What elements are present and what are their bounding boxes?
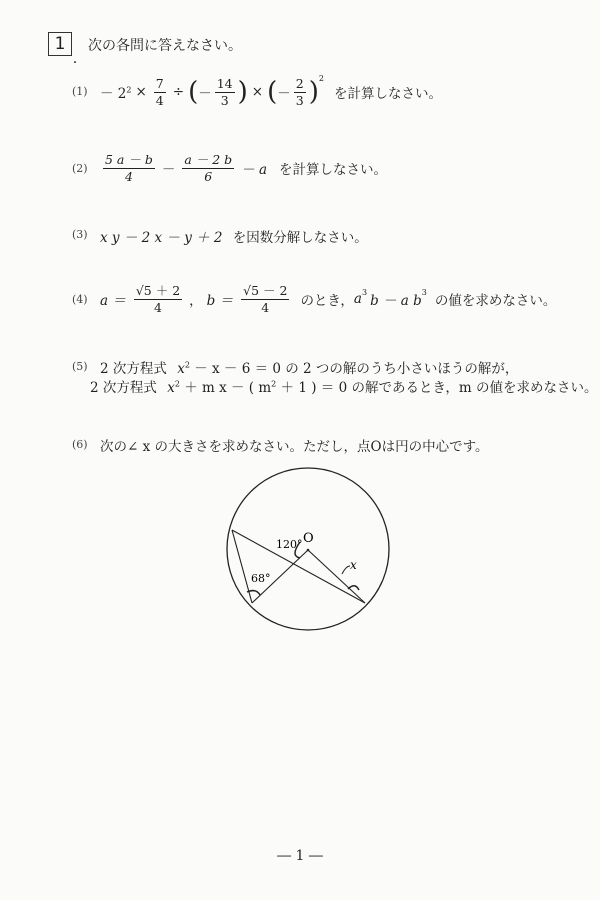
- p2-minus-a: － a: [241, 162, 267, 178]
- p4-expr-a: a: [353, 291, 362, 307]
- p4-instruction: の値を求めなさい。: [434, 293, 557, 309]
- p4-exp-1: 3: [361, 288, 368, 297]
- center-point: [307, 549, 310, 552]
- problem-5-line-2: [90, 376, 598, 396]
- p1-divide: ÷: [172, 84, 185, 100]
- item-number-3: (3): [72, 228, 88, 241]
- p1-fraction-7-4: $\frac{7}{4}$: [155, 75, 164, 108]
- question-intro: 次の各問に答えなさい。: [88, 38, 242, 54]
- item-number-5: (5): [72, 360, 88, 373]
- p4-condition: のとき，: [300, 293, 354, 309]
- p5-line1-var: x: [177, 361, 185, 377]
- item-number-2: (2): [72, 162, 88, 175]
- p5-line2-var: x: [167, 380, 175, 396]
- problem-1-expression: [100, 70, 442, 114]
- p5-line1-label: 2 次方程式: [100, 361, 167, 377]
- circle-figure: [220, 462, 400, 637]
- x-leader-line: [342, 566, 350, 574]
- p1-term: － $2^2$: [100, 85, 132, 102]
- p2-instruction: を計算しなさい。: [279, 162, 387, 178]
- p1-paren-open: (: [188, 77, 199, 107]
- p4-fraction-a: $\frac{√5 + 2}{4}$: [135, 282, 181, 315]
- chord-left: [232, 530, 252, 603]
- p4-fraction-b: $\frac{√5 - 2}{4}$: [243, 282, 288, 315]
- label-angle-120: 120°: [276, 538, 303, 551]
- p1-times: ×: [135, 84, 147, 100]
- p4-a-equals: a ＝: [100, 293, 126, 309]
- p1-sign-2: －: [277, 86, 291, 102]
- p1-paren-close: ): [237, 77, 248, 107]
- label-angle-68: 68°: [251, 572, 271, 585]
- p1-fraction-2-3: $\frac{2}{3}$: [295, 75, 304, 108]
- p1-times-2: ×: [251, 84, 264, 100]
- p1-paren-open-2: (: [267, 77, 278, 107]
- p3-instruction: を因数分解しなさい。: [232, 230, 368, 246]
- p2-fraction-2: $\frac{a - 2 b}{6}$: [184, 151, 233, 184]
- p5-line2-mid: ＋ m x － ( m: [184, 380, 272, 396]
- item-number-4: (4): [72, 293, 88, 306]
- p1-instruction: を計算しなさい。: [333, 86, 442, 102]
- p2-minus: －: [161, 162, 176, 178]
- problem-3-expression: [100, 226, 368, 246]
- p5-line2-rest: ＋ 1 ) ＝ 0 の解であるとき，m の値を求めなさい。: [280, 380, 598, 396]
- label-center-o: O: [303, 531, 314, 546]
- p5-line2-label: 2 次方程式: [90, 380, 157, 396]
- problem-4-expression: [100, 278, 556, 320]
- p4-expr-b: b － a b: [370, 293, 422, 309]
- p1-exponent: 2: [318, 74, 324, 83]
- label-angle-x: x: [350, 558, 357, 572]
- p5-line1-rest: － x － 6 ＝ 0 の 2 つの解のうち小さいほうの解が，: [194, 361, 519, 377]
- p4-comma: ，: [189, 293, 203, 309]
- question-number-box: 1: [48, 32, 72, 56]
- p1-fraction-14-3: $\frac{14}{3}$: [216, 75, 233, 108]
- p4-b-equals: b ＝: [206, 293, 234, 309]
- problem-2-expression: [100, 148, 387, 188]
- item-number-1: (1): [72, 85, 88, 98]
- page-number: ― 1 ―: [277, 848, 323, 864]
- item-number-6: (6): [72, 438, 88, 451]
- problem-6-text: 次の∠ x の大きさを求めなさい。ただし，点Oは円の中心です。: [100, 439, 489, 455]
- stray-mark: ・: [70, 58, 80, 69]
- p1-sign: －: [198, 86, 212, 102]
- p5-line2-exp2: 2: [271, 379, 277, 389]
- p1-paren-close-2: ): [308, 77, 319, 107]
- p5-line1-exp: 2: [184, 360, 190, 370]
- problem-5-line-1: [100, 357, 518, 377]
- p4-exp-2: 3: [421, 288, 427, 297]
- p3-expression: x y － 2 x － y ＋ 2: [100, 230, 223, 246]
- p2-fraction-1: $\frac{5 a - b}{4}$: [105, 151, 153, 184]
- p5-line2-exp: 2: [174, 379, 180, 389]
